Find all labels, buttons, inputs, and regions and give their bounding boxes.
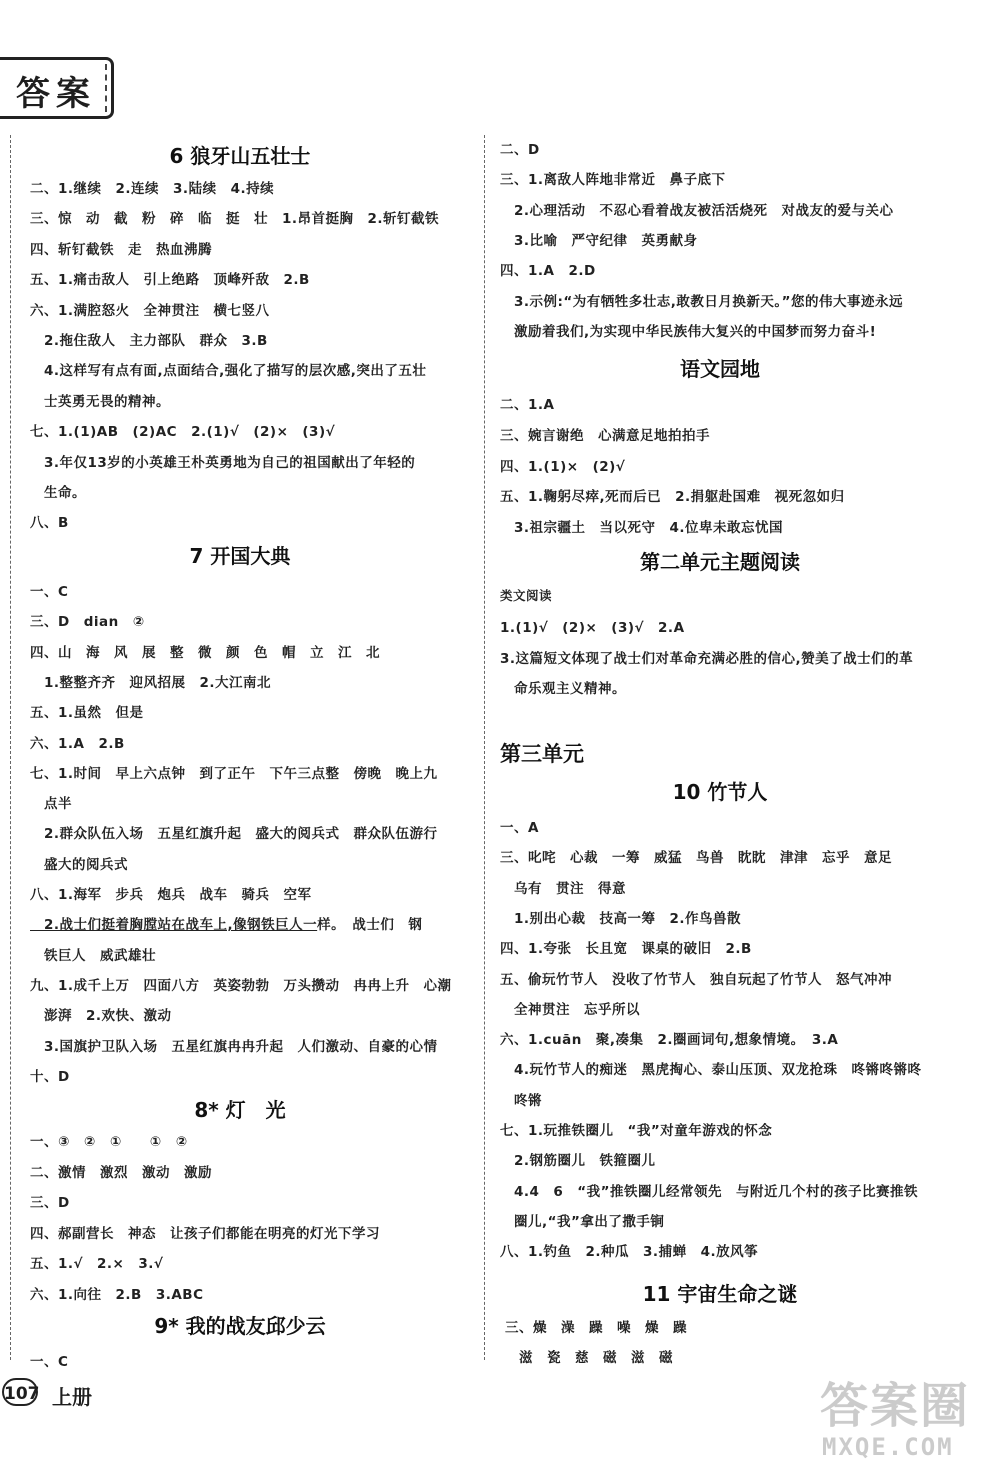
answer-line: 九、1.成千上万 四面八方 英姿勃勃 万头攒动 冉冉上升 心潮 [30,977,452,994]
column-divider [484,135,485,1360]
lesson-10-title: 10 竹节人 [672,780,768,804]
page-number-badge: 107 [2,1378,38,1406]
answer-line: 2.群众队伍入场 五星红旗升起 盛大的阅兵式 群众队伍游行 [30,826,438,843]
lesson-6-title: 6 狼牙山五壮士 [169,144,311,168]
answer-line: 3.祖宗疆土 当以死守 4.位卑未敢忘忧国 [500,520,784,537]
answer-line: 四、1.夸张 长且宽 课桌的破旧 2.B [500,941,752,958]
answer-line: 三、婉言谢绝 心满意足地拍拍手 [500,427,710,444]
answer-line: 1.整整齐齐 迎风招展 2.大江南北 [30,674,272,691]
answer-line: 圈儿,“我”拿出了撒手锏 [500,1213,665,1230]
answer-line: 四、斩钉截铁 走 热血沸腾 [30,241,212,258]
answer-line: 四、山 海 风 展 整 微 颜 色 帽 立 江 北 [30,644,380,661]
answer-rest: 样。 战士们 钢 [317,917,423,934]
answer-line: 2.钢筋圈儿 铁箍圈儿 [500,1153,656,1170]
answer-line: 激励着我们,为实现中华民族伟大复兴的中国梦而努力奋斗! [500,323,877,340]
answer-line: 五、1.虽然 但是 [30,705,144,722]
answer-line: 三、D dian ② [30,614,145,631]
answer-line: 六、1.向往 2.B 3.ABC [30,1287,204,1303]
lesson-9-title: 9* 我的战友邱少云 [154,1314,326,1338]
answer-line: 全神贯注 忘乎所以 [500,1001,640,1018]
answer-line: 五、1.√ 2.× 3.√ [30,1256,164,1273]
answer-line: 3.年仅13岁的小英雄王朴英勇地为自己的祖国献出了年轻的 [30,454,416,471]
answer-line: 3.这篇短文体现了战士们对革命充满必胜的信心,赞美了战士们的革 [500,650,914,667]
answer-line: 二、D [500,142,540,158]
answer-line: 命乐观主义精神。 [500,681,626,697]
answer-line: 六、1.A 2.B [30,735,125,752]
answer-line: 3.国旗护卫队入场 五星红旗冉冉升起 人们激动、自豪的心情 [30,1038,438,1055]
watermark-url: MXQE.COM [822,1433,954,1461]
answer-line: 乌有 贯注 得意 [500,880,626,897]
unit-2-reading-subhead: 类文阅读 [500,588,553,603]
answer-line: 八、1.海军 步兵 炮兵 战车 骑兵 空军 [30,887,312,903]
answer-line: 一、C [30,1354,69,1370]
answer-line: 生命。 [30,485,86,501]
lesson-8-title: 8* 灯 光 [194,1098,286,1122]
answer-line: 七、1.时间 早上六点钟 到了正午 下午三点整 傍晚 晚上九 [30,765,438,782]
answer-line: 八、B [30,515,69,532]
answer-line: 1.别出心裁 技高一筹 2.作鸟兽散 [500,910,742,927]
answer-line: 八、1.钓鱼 2.种瓜 3.捕蝉 4.放风筝 [500,1244,759,1261]
answer-line: 三、叱咤 心裁 一筹 威猛 鸟兽 眈眈 津津 忘乎 意足 [500,850,892,867]
answer-line: 七、1.玩推铁圈儿 “我”对童年游戏的怀念 [500,1123,773,1139]
answer-line: 2.心理活动 不忍心看着战友被活活烧死 对战友的爱与关心 [500,202,894,219]
answer-line: 3.示例:“为有牺牲多壮志,敢教日月换新天。”您的伟大事迹永远 [500,293,904,310]
answer-line: 盛大的阅兵式 [30,856,128,873]
answer-line: 一、C [30,584,69,600]
answer-line: 3.比喻 严守纪律 英勇献身 [500,232,698,249]
answer-line: 2.拖住敌人 主力部队 群众 3.B [30,333,268,349]
answer-line: 点半 [30,796,72,813]
underlined-answer: 2.战士们挺着胸膛站在战车上,像钢铁巨人一 [30,917,318,934]
chinese-garden-title: 语文园地 [680,357,760,381]
answer-line: 三、惊 动 截 粉 碎 临 挺 壮 1.昂首挺胸 2.斩钉截铁 [30,211,440,228]
lesson-7-title: 7 开国大典 [189,544,291,568]
answer-line: 三、D [30,1195,70,1212]
watermark-logo: 答案圈 [820,1378,971,1434]
answer-line: 七、1.(1)AB (2)AC 2.(1)√ (2)× (3)√ [30,424,336,441]
answer-line: 4.这样写有点有面,点面结合,强化了描写的层次感,突出了五壮 [30,363,427,380]
answer-line: 六、1.cuān 聚,凑集 2.圈画词句,想象情境。 3.A [500,1032,839,1049]
answer-line: 澎湃 2.欢快、激动 [30,1008,172,1025]
volume-label: 上册 [52,1385,92,1409]
answer-line: 士英勇无畏的精神。 [30,393,170,410]
answer-line: 四、郝副营长 神态 让孩子们都能在明亮的灯光下学习 [30,1225,380,1242]
answer-line: 三、燥 澡 躁 噪 燥 躁 [505,1320,687,1336]
answer-line: 咚锵 [500,1092,542,1109]
answer-line: 五、偷玩竹节人 没收了竹节人 独自玩起了竹节人 怒气冲冲 [500,971,892,988]
answer-line: 4.玩竹节人的痴迷 黑虎掏心、泰山压顶、双龙抢珠 咚锵咚锵咚 [500,1062,922,1079]
left-margin-rule [10,135,11,1360]
answer-header-title: 答案 [16,74,96,114]
answer-line: 四、1.A 2.D [500,263,596,280]
unit-2-reading-title: 第二单元主题阅读 [640,550,800,574]
answer-line: 一、A [500,820,539,836]
answer-line: 铁巨人 威武雄壮 [30,947,156,964]
answer-line: 二、1.A [500,397,555,413]
answer-line: 四、1.(1)× (2)√ [500,458,626,475]
answer-line: 4.4 6 “我”推铁圈儿经常领先 与附近几个村的孩子比赛推铁 [500,1183,919,1200]
answer-line: 1.(1)√ (2)× (3)√ 2.A [500,620,685,636]
lesson-11-title: 11 宇宙生命之谜 [642,1282,798,1306]
answer-line: 滋 瓷 慈 磁 滋 磁 [505,1350,673,1366]
answer-line: 二、激情 激烈 激动 激励 [30,1164,212,1181]
answer-line [30,913,422,933]
answer-line: 三、1.离敌人阵地非常近 鼻子底下 [500,172,726,189]
answer-line: 一、③ ② ① ① ② [30,1134,188,1150]
unit-3-heading: 第三单元 [500,742,584,766]
answer-line: 六、1.满腔怒火 全神贯注 横七竖八 [30,302,270,319]
answer-line: 五、1.痛击敌人 引上绝路 顶峰歼敌 2.B [30,272,310,289]
answer-line: 二、1.继续 2.连续 3.陆续 4.持续 [30,181,275,197]
answer-line: 十、D [30,1068,70,1085]
answer-line: 五、1.鞠躬尽瘁,死而后已 2.捐躯赴国难 视死忽如归 [500,489,845,506]
